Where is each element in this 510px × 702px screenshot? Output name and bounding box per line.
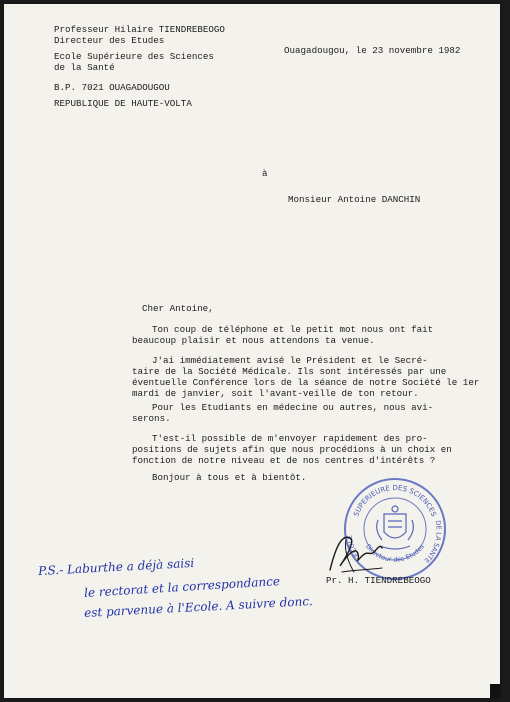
closing: Bonjour à tous et à bientôt. [152, 472, 307, 483]
sender-school: Ecole Supérieure des Sciences [54, 51, 214, 62]
paragraph-4: T'est-il possible de m'envoyer rapidement des pro- positions de sujets afin que nous procédions à un choix en fonction de notre niveau et de nos centres d'intérêts ? [132, 433, 452, 466]
salutation: Cher Antoine, [142, 303, 214, 314]
recipient-name: Monsieur Antoine DANCHIN [288, 194, 421, 205]
postscript-line-2: le rectorat et la correspondance [83, 574, 281, 600]
paragraph-2: J'ai immédiatement avisé le Président et le Secré- taire de la Société Médicale. Ils sont intéressés par une éventuelle Conférence lors de la séance de notre Société le 1er mardi de janvier, soit l'avant-veille de ton retour. [132, 355, 480, 399]
stamp-right-text: DE LA SANTE [422, 519, 443, 565]
sender-country: REPUBLIQUE DE HAUTE-VOLTA [54, 98, 192, 109]
postscript-line-3: est parvenue à l'Ecole. A suivre donc. [83, 594, 314, 620]
letter-page [4, 4, 500, 698]
stamp-left-text: ECOLE [345, 534, 361, 559]
signature-scrawl [320, 526, 390, 582]
signature-name: Pr. H. TIENDREBEOGO [326, 575, 431, 586]
paragraph-3: Pour les Etudiants en médecine ou autres, nous avi- serons. [132, 402, 434, 424]
paragraph-1: Ton coup de téléphone et le petit mot nous ont fait beaucoup plaisir et nous attendons ta venue. [132, 324, 434, 346]
sender-school-cont: de la Santé [54, 62, 115, 73]
postscript-line-1: P.S.- Laburthe a déjà saisi [37, 555, 195, 579]
stamp-bottom-text: Directeur des Etudes [364, 542, 426, 564]
sender-title: Directeur des Etudes [54, 35, 165, 46]
stamp-top-text: SUPERIEURE DES SCIENCES [352, 483, 438, 518]
sender-name: Professeur Hilaire TIENDREBEOGO [54, 24, 225, 35]
sender-po-box: B.P. 7021 OUAGADOUGOU [54, 82, 170, 93]
place-date: Ouagadougou, le 23 novembre 1982 [284, 45, 461, 56]
recipient-prefix: à [262, 168, 268, 179]
page-corner-shadow [490, 684, 500, 698]
